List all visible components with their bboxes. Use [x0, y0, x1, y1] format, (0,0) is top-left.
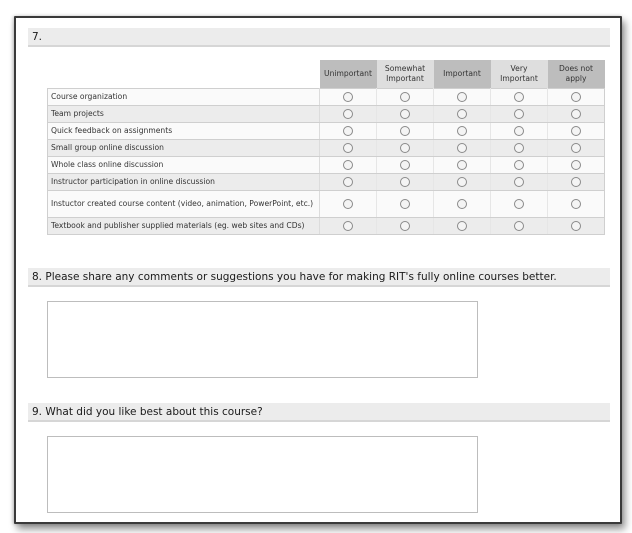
radio-important[interactable]	[457, 199, 467, 209]
row-label: Whole class online discussion	[48, 156, 320, 173]
radio-does-not-apply[interactable]	[571, 160, 581, 170]
radio-unimportant[interactable]	[343, 160, 353, 170]
radio-very-important[interactable]	[514, 109, 524, 119]
matrix-row-course-organization	[48, 88, 605, 105]
matrix-row-quick-feedback	[48, 122, 605, 139]
radio-does-not-apply[interactable]	[571, 221, 581, 231]
question-8-header: 8. Please share any comments or suggestions you have for making RIT's fully online courses better.	[28, 268, 610, 287]
radio-very-important[interactable]	[514, 199, 524, 209]
matrix-header-row	[48, 60, 605, 88]
radio-important[interactable]	[457, 92, 467, 102]
row-label: Textbook and publisher supplied materials (eg. web sites and CDs)	[48, 217, 320, 234]
radio-somewhat-important[interactable]	[400, 199, 410, 209]
matrix-row-small-group-discussion	[48, 139, 605, 156]
radio-very-important[interactable]	[514, 160, 524, 170]
question-8-comment-textarea[interactable]	[47, 301, 478, 378]
radio-unimportant[interactable]	[343, 177, 353, 187]
radio-somewhat-important[interactable]	[400, 160, 410, 170]
matrix-row-instructor-participation	[48, 173, 605, 190]
radio-important[interactable]	[457, 177, 467, 187]
radio-important[interactable]	[457, 126, 467, 136]
question-9-comment-textarea[interactable]	[47, 436, 478, 513]
radio-very-important[interactable]	[514, 92, 524, 102]
radio-somewhat-important[interactable]	[400, 92, 410, 102]
radio-important[interactable]	[457, 160, 467, 170]
radio-unimportant[interactable]	[343, 126, 353, 136]
row-label: Instructor participation in online discussion	[48, 173, 320, 190]
radio-somewhat-important[interactable]	[400, 109, 410, 119]
radio-does-not-apply[interactable]	[571, 126, 581, 136]
radio-does-not-apply[interactable]	[571, 177, 581, 187]
radio-important[interactable]	[457, 221, 467, 231]
radio-very-important[interactable]	[514, 177, 524, 187]
column-header-does-not-apply: Does not apply	[548, 60, 605, 88]
radio-does-not-apply[interactable]	[571, 199, 581, 209]
matrix-corner	[48, 60, 320, 88]
radio-very-important[interactable]	[514, 143, 524, 153]
row-label: Course organization	[48, 88, 320, 105]
radio-somewhat-important[interactable]	[400, 126, 410, 136]
radio-unimportant[interactable]	[343, 199, 353, 209]
radio-important[interactable]	[457, 109, 467, 119]
column-header-unimportant: Unimportant	[320, 60, 377, 88]
matrix-row-textbook-materials	[48, 217, 605, 234]
radio-very-important[interactable]	[514, 221, 524, 231]
radio-important[interactable]	[457, 143, 467, 153]
row-label: Small group online discussion	[48, 139, 320, 156]
radio-unimportant[interactable]	[343, 92, 353, 102]
radio-does-not-apply[interactable]	[571, 92, 581, 102]
question-7-header: 7.	[28, 28, 610, 47]
matrix-row-team-projects	[48, 105, 605, 122]
survey-window	[14, 16, 622, 524]
row-label: Instuctor created course content (video, animation, PowerPoint, etc.)	[48, 190, 320, 217]
column-header-very-important: Very Important	[491, 60, 548, 88]
radio-unimportant[interactable]	[343, 109, 353, 119]
radio-does-not-apply[interactable]	[571, 109, 581, 119]
row-label: Team projects	[48, 105, 320, 122]
question-9-header: 9. What did you like best about this course?	[28, 403, 610, 422]
radio-somewhat-important[interactable]	[400, 143, 410, 153]
radio-unimportant[interactable]	[343, 221, 353, 231]
question-7-rating-matrix	[47, 60, 605, 235]
row-label: Quick feedback on assignments	[48, 122, 320, 139]
radio-somewhat-important[interactable]	[400, 221, 410, 231]
radio-unimportant[interactable]	[343, 143, 353, 153]
radio-does-not-apply[interactable]	[571, 143, 581, 153]
radio-very-important[interactable]	[514, 126, 524, 136]
radio-somewhat-important[interactable]	[400, 177, 410, 187]
matrix-row-instructor-content	[48, 190, 605, 217]
matrix-row-whole-class-discussion	[48, 156, 605, 173]
column-header-somewhat-important: Somewhat Important	[377, 60, 434, 88]
column-header-important: Important	[434, 60, 491, 88]
